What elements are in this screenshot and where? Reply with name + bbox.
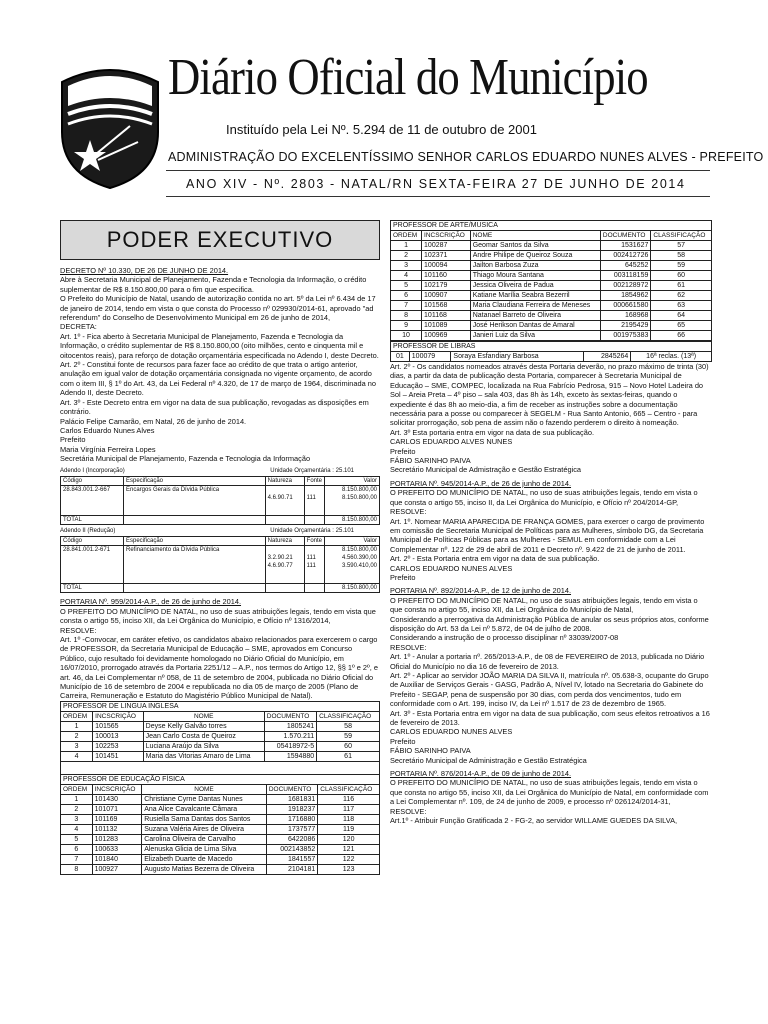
table-cell: Maria das Vitorias Amaro de Lima [143,751,264,761]
table-cell: 002128972 [600,281,650,291]
table-header: Valor [325,476,380,485]
table-row [391,311,712,321]
table-cell: 28.843.001.2-667 [61,485,124,515]
portaria-892-signatory-2-role: Secretário Municipal de Administração e Gestão Estratégica [390,755,587,765]
table-cell: 101160 [422,271,471,281]
decree-intro: O Prefeito do Município de Natal, usando de autorização contida no art. 5º da Lei nº 6.434 de 17 de janeiro de 2014, tendo em vista o que consta do Processo nº 029930/2014-61, aprovado "ad referendum" do Conselho de Desenvolvimento Municipal em 26 de junho de 2014, [60,294,376,323]
table-header-row [61,476,380,485]
table-cell: 3.2.90.21 4.6.90.77 [265,546,304,584]
table-cell: 65 [651,321,712,331]
table-header: CLASSIFICAÇÃO [317,711,380,721]
decree-art3: Art. 3º - Este Decreto entra em vigor na data de sua publicação, revogadas as disposições em contrário. [60,397,369,417]
table-cell: 100287 [422,241,471,251]
table-header: Valor [325,537,380,546]
table-cell: 4 [61,751,93,761]
table-cell: 66 [651,331,712,341]
table-total-row [61,515,380,524]
table-row [391,261,712,271]
portaria-945-title: PORTARIA Nº. 945/2014-A.P., de 26 de junho de 2014. [390,478,572,488]
table-row [391,241,712,251]
arte-table-body [391,241,712,341]
table-cell: 117 [318,804,380,814]
decree-signatory-2-role: Secretária Municipal de Planejamento, Fazenda e Tecnologia da Informação [60,454,311,464]
table-cell: 62 [651,291,712,301]
portaria-945-intro: O PREFEITO DO MUNICÍPIO DE NATAL, no uso de suas atribuições legais, tendo em vista o que consta o artigo 55, inciso II, da Lei Orgânica do Município, e Ofício nº 204/2014-GP, [390,488,698,507]
table-cell: Maria Claudiana Ferreira de Meneses [470,301,600,311]
adendo-1-header [60,467,380,476]
adendo-2-header [60,527,380,536]
table-cell: 8 [61,864,93,874]
portaria-892-art3: Art. 3º - Esta Portaria entra em vigor na data de sua publicação, com seus efeitos retroativos a 16 de fevereiro de 2013. [390,708,710,728]
table-cell: Encargos Gerais da Dívida Pública [124,485,266,515]
table-row [61,721,380,731]
decree-signatory-2: Maria Virgínia Ferreira Lopes [60,444,156,454]
table-cell: 111 [304,485,324,515]
table-header: NOME [470,231,600,241]
table-cell: 101089 [422,321,471,331]
table-cell: 64 [651,311,712,321]
table-cell: 4.6.90.71 [265,485,304,515]
table-header: CLASSIFICAÇÃO [318,784,380,794]
table-cell: 2195429 [600,321,650,331]
decree-title: DECRETO Nº 10.330, DE 26 DE JUNHO DE 2014. [60,266,229,275]
decree-ementa: Abre à Secretaria Municipal de Planejamento, Fazenda e Tecnologia da Informação, o crédito suplementar de R$ 8.150.800,00 para o fim que especifica. [60,275,367,294]
table-cell: 000661580 [600,301,650,311]
portaria-959-art3: Art. 3º Esta portaria entra em vigor na data de sua publicação. [390,427,595,437]
table-cell: Jean Carlo Costa de Queiroz [143,731,264,741]
portaria-945-signatory: CARLOS EDUARDO NUNES ALVES [390,563,513,573]
decree-art2: Art. 2º - Constitui fonte de recursos para fazer face ao crédito de que trata o artigo anterior, anulação em igual valor de dotação orçamentária consignada no vigente orçamento, de acordo com o item III, § 1º do Art. 43, da Lei Federal nº 4.320, de 17 de março de 1964, discriminada no Adendo II, deste Decreto. [60,360,376,398]
portaria-945-signatory-role: Prefeito [390,572,416,582]
table-row [391,271,712,281]
table-cell: 101568 [422,301,471,311]
table-cell: 1.570.211 [264,731,316,741]
table-cell: Christiane Cyrne Dantas Nunes [142,794,267,804]
table-row [391,291,712,301]
table-row [61,546,380,584]
masthead [0,0,768,210]
table-cell: 116 [318,794,380,804]
table-cell: 121 [318,844,380,854]
table-cell: 2 [391,251,422,261]
table-cell: Suzana Valéria Aires de Oliveira [142,824,267,834]
table-cell: Andre Philipe de Queiroz Souza [470,251,600,261]
table-row [61,804,380,814]
portaria-892-art1: Art. 1º - Anular a portaria nº. 265/2013-A.P., de 08 de FEVEREIRO de 2013, publicada no Diário Oficial do Município no dia 16 de fevereiro de 2013. [390,652,705,671]
portaria-959-signatory-2: FÁBIO SARINHO PAIVA [390,456,471,466]
table-header: Especificação [124,476,266,485]
portaria-959-art1: Art. 1º -Convocar, em caráter efetivo, os candidatos abaixo relacionados para exercerem o cargo de PROFESSOR, da Secretaria Municipal de Educação – SME, aprovados em Concurso Público, cujo resultado foi devidamente homologado no Diário Oficial do Município, em 16/07/2010, prorrogado através da Portaria 2251/12 – A.P., nos termos do Artigo 12, §§ 1º e 2º, e art. 46, da Lei Complementar nº 058, de 11 de setembro de 2004, publicada no Diário Oficial do Município de 16 de setembro de 2004 e republicada no dia 05 de março de 2005 (Plano de Carreira, Remuneração e Estatuto do Magistério Público Municipal de Natal). [60,634,378,701]
table-header: Fonte [304,476,324,485]
table-cell: Natanael Barreto de Oliveira [470,311,600,321]
table-header: Natureza [265,537,304,546]
table-row [391,331,712,341]
portaria-892-title: PORTARIA Nº. 892/2014-A.P., de 12 de junho de 2014. [390,586,572,596]
section-label: PROFESSOR DE EDUCAÇÃO FÍSICA [60,774,380,784]
table-cell: 2845264 [583,352,630,362]
table-row [391,251,712,261]
table-cell: 101430 [92,794,142,804]
table-cell: 8.150.800,00 [325,515,380,524]
table-header: NOME [143,711,264,721]
table-cell: 3 [61,741,93,751]
adendo-1-table [60,476,380,525]
libras-table [390,351,712,362]
table-cell: 1918237 [266,804,317,814]
table-row [61,485,380,515]
portaria-945-art1: Art. 1º. Nomear MARIA APARECIDA DE FRANÇA GOMES, para exercer o cargo de provimento em comissão de Secretaria Municipal de Políticas para as Mulheres, símbolo DG, da Secretaria Municipal de Políticas Públicas para as Mulheres - SEMUL em conformidade com a Lei Complementar nº. 122 de 29 de abril de 2011 e Decreto nº. 9.422 de 21 de junho de 2011. [390,516,705,554]
decree-art1: Art. 1º - Fica aberto à Secretaria Municipal de Planejamento, Fazenda e Tecnologia da Informação, o crédito suplementar de R$ 8.150.800,00 (oito milhões, cento e cinquenta mil e oitocentos reais), para reforço de dotação orçamentária especificada no Adendo I, deste Decreto. [60,331,379,360]
arte-table [390,230,712,341]
section-label: PROFESSOR DE LIBRAS [390,341,712,351]
portaria-876-intro: O PREFEITO DO MUNICÍPIO DE NATAL, no uso de suas atribuições legais, tendo em vista o que consta no artigo 55, inciso XII, da Lei Orgânica do Município de Natal, em conformidade com a Lei Complementar nº. 109, de 24 de junho de 2009, e processo nº 026124/2014-31, [390,778,709,807]
table-cell: 100927 [92,864,142,874]
table-cell: 118 [318,814,380,824]
table-cell: 1805241 [264,721,316,731]
table-cell: Refinanciamento da Dívida Pública [124,546,266,584]
portaria-892-art2: Art. 2º - Aplicar ao servidor JOÃO MARIA DA SILVA II, matrícula nº. 05.638-3, ocupante do Grupo de Auxiliar de Serviços Gerais - GASG, Padrão A, Nível IV, lotado na Secretaria do Gabinete do Prefeito - SEGAP, pena de suspensão por 30 dias, com perda dos vencimentos, tudo em conformidade com o Art. 199, inciso IV, da Lei nº 1.517 de 23 de dezembro de 1965. [390,671,709,709]
table-cell: 4 [61,824,93,834]
table-cell: 1716880 [266,814,317,824]
table-cell: 100907 [422,291,471,301]
table-header: Fonte [304,537,324,546]
table-cell: 100094 [422,261,471,271]
table-cell: 59 [317,731,380,741]
table-cell: 123 [318,864,380,874]
portaria-959-title: PORTARIA Nº. 959/2014-A.P., de 26 de junho de 2014. [60,597,242,607]
table-header: INCSCRIÇÃO [93,711,143,721]
table-row [61,854,380,864]
newspaper-subtitle: Instituído pela Lei Nº. 5.294 de 11 de outubro de 2001 [226,122,537,137]
portaria-945-resolve: RESOLVE: [390,507,427,517]
table-cell: 168968 [600,311,650,321]
table-row [61,741,380,751]
decree-signatory: Carlos Eduardo Nunes Alves [60,425,155,435]
table-header-row [61,784,380,794]
table-cell: 101168 [422,311,471,321]
table-cell: Soraya Esfandiary Barbosa [451,352,583,362]
portaria-959-art2: Art. 2º - Os candidatos nomeados através desta Portaria deverão, no prazo máximo de trinta (30) dias, a partir da data de publicação desta Portaria, comparecer à Secretaria Municipal de Educação – SME, COMPEC, localizada na Rua Fabrício Pedrosa, 915 – Novo Hotel Ladeira do Sol – Areia Preta – 4º piso – sala 403, das 8h às 14h, exceto às sextas-feiras, quando o expediente é das 8h ao meio-dia, a fim de receber as instruções sobre a documentação necessária para a posse ou comparecer à SEGELM - Rua Santo Antonio, 665 – Centro - para solicitar prorrogação, sob pena de assim não o fazendo perderem o direito à nomeação. [390,362,709,428]
table-row [61,834,380,844]
table-cell: 2 [61,804,93,814]
table-header-row [61,537,380,546]
table-cell: Augusto Matias Bezerra de Oliveira [142,864,267,874]
table-cell: 5 [61,834,93,844]
table-cell: Deyse Kelly Galvão torres [143,721,264,731]
portaria-959-signatory-role: Prefeito [390,446,416,456]
table-cell: Ana Alice Cavalcante Câmara [142,804,267,814]
table-cell: 16ª reclas. (13ª) [631,352,712,362]
table-cell: 8.150.800,00 [325,584,380,593]
table-header: DOCUMENTO [266,784,317,794]
decree-signatory-role: Prefeito [60,435,86,445]
table-header: Código [61,476,124,485]
table-row [61,864,380,874]
decree-local: Palácio Felipe Camarão, em Natal, 26 de junho de 2014. [60,416,247,426]
table-cell: 9 [391,321,422,331]
table-cell: Jailton Barbosa Zuza [470,261,600,271]
table-cell: 57 [651,241,712,251]
table-header: Especificação [124,537,266,546]
libras-table-body [391,352,712,362]
table-cell: 6 [391,291,422,301]
table-row [61,751,380,761]
city-coat-of-arms-logo [60,62,160,190]
administration-line: ADMINISTRAÇÃO DO EXCELENTÍSSIMO SENHOR CARLOS EDUARDO NUNES ALVES - PREFEITO [168,150,764,164]
table-header: INCSCRIÇÃO [422,231,471,241]
table-cell: TOTAL [61,584,124,593]
section-banner: PODER EXECUTIVO [60,220,380,260]
table-cell: 1 [61,721,93,731]
adendo-2-unit: Unidade Orçamentária : 25.101 [270,527,354,534]
newspaper-title: Diário Oficial do Município [168,49,648,106]
table-cell: 002412726 [600,251,650,261]
table-header: ORDEM [391,231,422,241]
ingles-table [60,711,380,762]
portaria-892-considerando-1: Considerando a prerrogativa da Administração Pública de anular os seus próprios atos, conforme disposição do Art. 53 da Lei nº 5.872, de 04 de julho de 2008. [390,614,709,633]
table-cell: 100013 [93,731,143,741]
table-row [61,824,380,834]
table-cell: 63 [651,301,712,311]
table-cell: Carolina Oliveira de Carvalho [142,834,267,844]
ingles-table-body [61,721,380,761]
portaria-892-signatory: CARLOS EDUARDO NUNES ALVES [390,727,513,737]
table-row [391,281,712,291]
table-cell: 58 [317,721,380,731]
table-cell: 101169 [92,814,142,824]
table-header: CLASSIFICAÇÃO [651,231,712,241]
edition-line: ANO XIV - Nº. 2803 - NATAL/RN SEXTA-FEIRA 27 DE JUNHO DE 2014 [186,177,686,191]
table-cell: 61 [651,281,712,291]
table-cell: 3 [391,261,422,271]
table-cell: 101565 [93,721,143,731]
table-cell: 6 [61,844,93,854]
table-row [391,321,712,331]
table-cell: 101840 [92,854,142,864]
table-header: Código [61,537,124,546]
portaria-892-intro: O PREFEITO DO MUNICÍPIO DE NATAL, no uso de suas atribuições legais, tendo em vista o que consta no artigo 55, inciso XII, da Lei Orgânica do Município de Natal, [390,595,698,615]
table-header: INCSCRIÇÃO [92,784,142,794]
table-cell: 101071 [92,804,142,814]
table-header: ORDEM [61,784,93,794]
table-cell: 111 111 [304,546,324,584]
table-spacer [60,762,380,774]
portaria-892-signatory-2: FÁBIO SARINHO PAIVA [390,746,471,756]
table-header: Natureza [265,476,304,485]
table-cell: 6422086 [266,834,317,844]
table-cell: 60 [317,741,380,751]
table-cell: Elizabeth Duarte de Macedo [142,854,267,864]
table-cell: 01 [391,352,410,362]
table-total-row [61,584,380,593]
table-cell: 645252 [600,261,650,271]
table-cell: 2 [61,731,93,741]
table-cell: 28.841.001.2-671 [61,546,124,584]
divider [166,196,710,197]
table-cell: 1 [61,794,93,804]
table-cell: 1531627 [600,241,650,251]
portaria-876-resolve: RESOLVE: [390,806,427,816]
table-cell: 102371 [422,251,471,261]
table-cell: Katiane Marília Seabra Bezerril [470,291,600,301]
portaria-959-signatory-2-role: Secretário Municipal de Admistração e Gestão Estratégica [390,465,582,475]
right-column [390,220,712,826]
table-cell: 100969 [422,331,471,341]
adendo-2-label: Adendo II (Redução) [60,527,116,534]
table-cell: Janieri Luiz da Silva [470,331,600,341]
table-cell: 4 [391,271,422,281]
portaria-959-resolve: RESOLVE: [60,625,97,635]
table-cell: TOTAL [61,515,124,524]
table-cell: 8 [391,311,422,321]
table-cell: 60 [651,271,712,281]
table-cell: 003118159 [600,271,650,281]
table-cell: 100633 [92,844,142,854]
table-cell: 119 [318,824,380,834]
adendo-2-table [60,536,380,593]
table-header: DOCUMENTO [264,711,316,721]
table-cell: 7 [61,854,93,864]
table-row [61,731,380,741]
table-cell: 122 [318,854,380,864]
table-header-row [61,711,380,721]
table-cell: 1854962 [600,291,650,301]
table-cell: Luciana Araújo da Silva [143,741,264,751]
table-cell: Alenuska Glicia de Lima Silva [142,844,267,854]
fisica-table [60,784,380,875]
table-cell: 100079 [409,352,451,362]
portaria-892-signatory-role: Prefeito [390,736,416,746]
table-cell: 1 [391,241,422,251]
table-cell: 3 [61,814,93,824]
decree-decreta: DECRETA: [60,322,97,332]
table-cell: 59 [651,261,712,271]
portaria-959-signatory: CARLOS EDUARDO ALVES NUNES [390,437,513,447]
table-cell: 102253 [93,741,143,751]
table-row [61,794,380,804]
portaria-876-title: PORTARIA Nº. 876/2014-A.P., de 09 de junho de 2014. [390,769,572,779]
table-cell: Jessica Oliveira de Padua [470,281,600,291]
table-cell: 05418972-5 [264,741,316,751]
table-cell: 8.150.800,00 4.560.390,00 3.590.410,00 [325,546,380,584]
table-cell: 1681831 [266,794,317,804]
adendo-1-unit: Unidade Orçamentária : 25.101 [270,467,354,474]
adendo-1-label: Adendo I (Incorporação) [60,467,125,474]
table-cell: 61 [317,751,380,761]
table-header: DOCUMENTO [600,231,650,241]
table-row [391,301,712,311]
table-cell: José Herikson Dantas de Amaral [470,321,600,331]
table-cell: 58 [651,251,712,261]
divider [166,170,710,171]
table-cell: 8.150.800,00 8.150.800,00 [325,485,380,515]
section-label: PROFESSOR DE LINGUA INGLESA [60,701,380,711]
table-cell: 101132 [92,824,142,834]
table-cell: Geomar Santos da Silva [470,241,600,251]
table-header: NOME [142,784,267,794]
table-cell: 7 [391,301,422,311]
left-column [60,220,380,875]
fisica-table-body [61,794,380,874]
table-cell: 10 [391,331,422,341]
table-cell: Rusiella Sama Dantas dos Santos [142,814,267,824]
table-cell: 1737577 [266,824,317,834]
table-cell: 2104181 [266,864,317,874]
table-cell: 102179 [422,281,471,291]
table-header: ORDEM [61,711,93,721]
section-label: PROFESSOR DE ARTE/MUSICA [390,220,712,230]
portaria-892-considerando-2: Considerando a instrução de o processo disciplinar nº 33039/2007-08 [390,633,619,643]
table-cell: Thiago Moura Santana [470,271,600,281]
table-cell: 001975383 [600,331,650,341]
table-cell: 1841557 [266,854,317,864]
table-row [391,352,712,362]
portaria-892-resolve: RESOLVE: [390,642,427,652]
table-cell: 101451 [93,751,143,761]
table-header-row [391,231,712,241]
portaria-876-art1: Art.1º - Atribuir Função Gratificada 2 - FG-2, ao servidor WILLAME GUEDES DA SILVA, [390,816,678,826]
portaria-945-art2: Art. 2º - Esta Portaria entra em vigor na data de sua publicação. [390,554,600,564]
table-cell: 002143852 [266,844,317,854]
table-cell: 120 [318,834,380,844]
portaria-959-intro: O PREFEITO DO MUNICÍPIO DE NATAL, no uso de suas atribuições legais, tendo em vista que consta o artigo 55, inciso XII, da Lei Orgânica do Município, e Ofício nº 1316/2014, [60,606,376,626]
table-cell: 5 [391,281,422,291]
table-cell: 1594880 [264,751,316,761]
table-row [61,814,380,824]
table-row [61,844,380,854]
table-cell: 101283 [92,834,142,844]
